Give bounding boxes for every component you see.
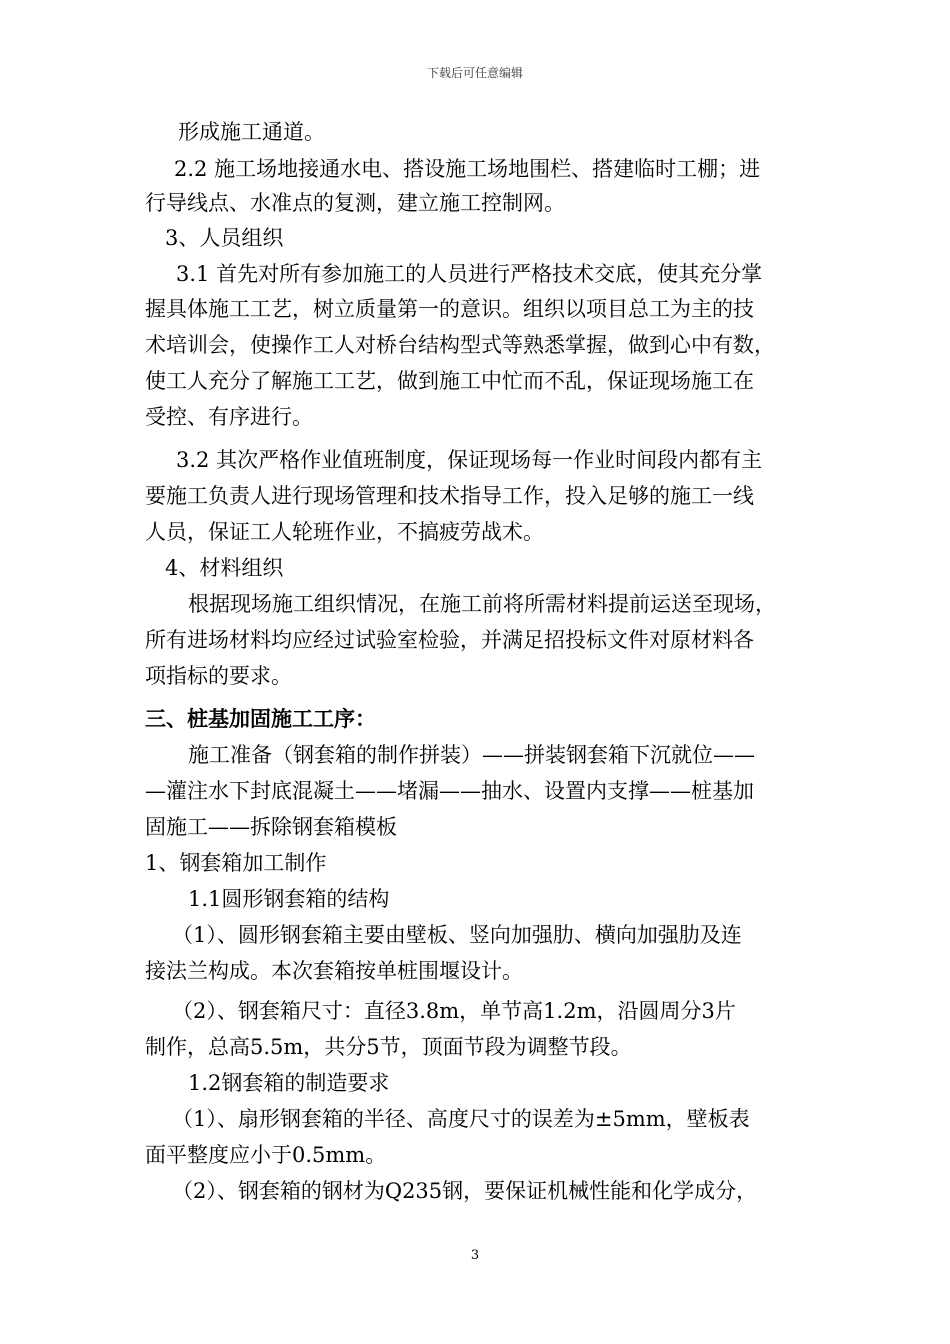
paragraph-line: （2）、钢套箱尺寸：直径3.8m，单节高1.2m，沿圆周分3片: [172, 999, 736, 1023]
section-heading: 1、钢套箱加工制作: [145, 851, 327, 875]
paragraph-line: 固施工——拆除钢套箱模板: [145, 815, 397, 839]
chapter-heading: 三、桩基加固施工工序：: [145, 706, 376, 731]
paragraph-line: 施工准备（钢套箱的制作拼装）——拼装钢套箱下沉就位——: [188, 743, 755, 767]
subsection-heading: 1.2钢套箱的制造要求: [188, 1071, 390, 1095]
paragraph-line: 项指标的要求。: [145, 664, 292, 688]
paragraph-line: 形成施工通道。: [178, 120, 325, 144]
paragraph-line: 2.2 施工场地接通水电、搭设施工场地围栏、搭建临时工棚；进: [174, 157, 761, 181]
paragraph-line: （1）、扇形钢套箱的半径、高度尺寸的误差为±5mm，壁板表: [172, 1107, 750, 1131]
page-number: 3: [470, 1248, 480, 1263]
paragraph-line: 握具体施工工艺，树立质量第一的意识。组织以项目总工为主的技: [145, 297, 754, 321]
paragraph-line: 使工人充分了解施工工艺，做到施工中忙而不乱，保证现场施工在: [145, 369, 754, 393]
section-heading: 4、材料组织: [165, 556, 284, 580]
page-header: 下载后可任意编辑: [426, 66, 523, 80]
paragraph-line: —灌注水下封底混凝土——堵漏——抽水、设置内支撑——桩基加: [145, 779, 754, 803]
paragraph-line: 接法兰构成。本次套箱按单桩围堰设计。: [145, 959, 523, 983]
paragraph-line: 所有进场材料均应经过试验室检验，并满足招投标文件对原材料各: [145, 628, 754, 652]
paragraph-line: 人员，保证工人轮班作业，不搞疲劳战术。: [145, 520, 544, 544]
paragraph-line: 面平整度应小于0.5mm。: [145, 1143, 387, 1167]
paragraph-line: 要施工负责人进行现场管理和技术指导工作，投入足够的施工一线: [145, 484, 754, 508]
paragraph-line: 3.2 其次严格作业值班制度，保证现场每一作业时间段内都有主: [176, 448, 763, 472]
subsection-heading: 1.1圆形钢套箱的结构: [188, 887, 390, 911]
paragraph-line: 行导线点、水准点的复测，建立施工控制网。: [145, 191, 565, 215]
paragraph-line: 术培训会，使操作工人对桥台结构型式等熟悉掌握，做到心中有数，: [145, 333, 775, 357]
paragraph-line: 受控、有序进行。: [145, 405, 313, 429]
paragraph-line: 制作，总高5.5m，共分5节，顶面节段为调整节段。: [145, 1035, 632, 1059]
paragraph-line: 根据现场施工组织情况，在施工前将所需材料提前运送至现场，: [188, 592, 776, 616]
section-heading: 3、人员组织: [165, 226, 284, 250]
paragraph-line: （1）、圆形钢套箱主要由壁板、竖向加强肋、横向加强肋及连: [172, 923, 742, 947]
paragraph-line: （2）、钢套箱的钢材为Q235钢，要保证机械性能和化学成分，: [172, 1179, 758, 1203]
paragraph-line: 3.1 首先对所有参加施工的人员进行严格技术交底，使其充分掌: [176, 262, 763, 286]
